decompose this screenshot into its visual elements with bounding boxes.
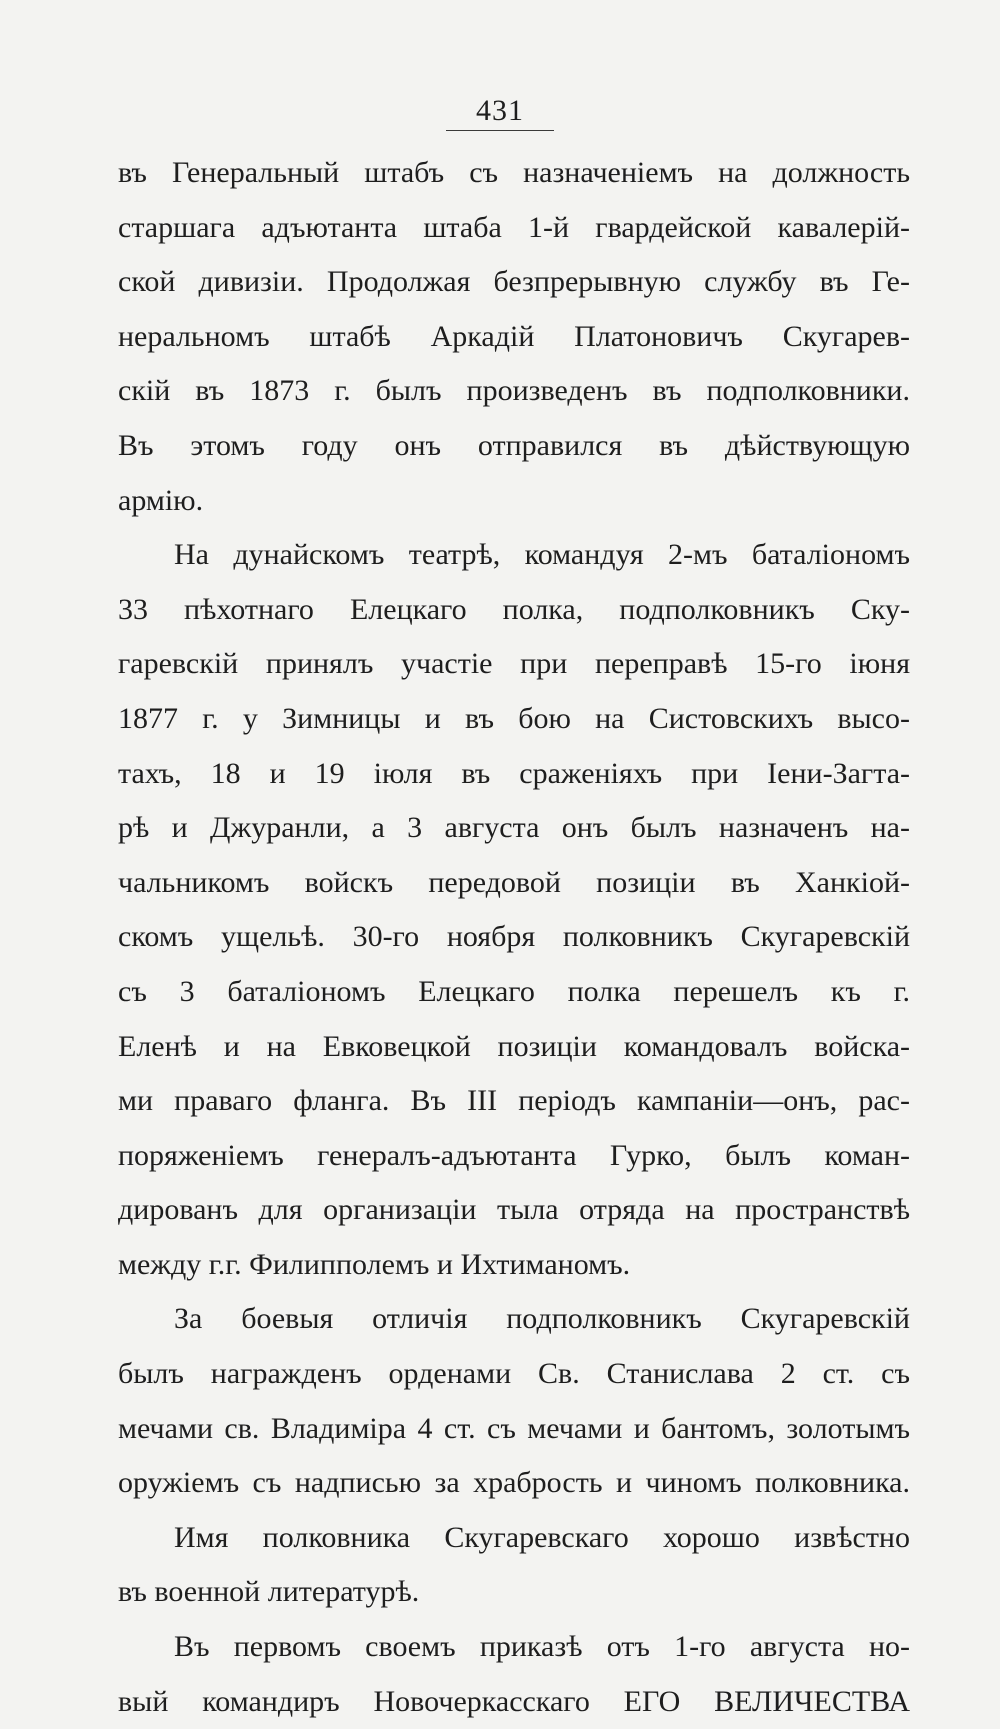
- text-line: въ военной литературѣ.: [118, 1575, 420, 1609]
- text-line: Въ этомъ году онъ отправился въ дѣйствующую: [118, 428, 910, 462]
- text-line: дированъ для организацiи тыла отряда на пространствѣ: [118, 1193, 910, 1227]
- text-line: рѣ и Джуранли, а 3 августа онъ былъ назначенъ на-: [118, 811, 910, 845]
- text-line: между г.г. Филипполемъ и Ихтиманомъ.: [118, 1247, 631, 1281]
- text-line: Въ первомъ своемъ приказѣ отъ 1-го августа но-: [174, 1630, 910, 1664]
- text-line: ми праваго фланга. Въ III перiодъ кампанiи—онъ, рас-: [118, 1084, 910, 1118]
- text-line: Еленѣ и на Евковецкой позицiи командовалъ войска-: [118, 1029, 910, 1063]
- text-line: вый командиръ Новочеркасскаго ЕГО ВЕЛИЧЕСТВА: [118, 1684, 910, 1718]
- text-line: 33 пѣхотнаго Елецкаго полка, подполковникъ Ску-: [118, 592, 910, 626]
- page-number: 431: [446, 94, 554, 131]
- text-line: скомъ ущельѣ. 30-го ноября полковникъ Скугаревскiй: [118, 920, 910, 954]
- text-line: неральномъ штабѣ Аркадiй Платоновичъ Скугарев-: [118, 319, 910, 353]
- text-line: оружiемъ съ надписью за храбрость и чиномъ полковника.: [118, 1466, 910, 1500]
- text-line: Имя полковника Скугаревскаго хорошо извѣстно: [174, 1520, 910, 1554]
- text-line: съ 3 баталiономъ Елецкаго полка перешелъ къ г.: [118, 974, 910, 1008]
- body-text: [118, 146, 910, 1729]
- text-line: На дунайскомъ театрѣ, командуя 2-мъ баталiономъ: [174, 538, 910, 572]
- text-line: гаревскiй принялъ участiе при переправѣ 15-го iюня: [118, 647, 910, 681]
- text-line: въ Генеральный штабъ съ назначенiемъ на должность: [118, 156, 910, 189]
- text-line: поряженiемъ генералъ-адъютанта Гурко, былъ коман-: [118, 1138, 910, 1172]
- text-line: старшага адъютанта штаба 1-й гвардейской кавалерiй-: [118, 210, 910, 244]
- text-line: мечами св. Владимiра 4 ст. съ мечами и бантомъ, золотымъ: [118, 1411, 910, 1445]
- text-line: армiю.: [118, 483, 204, 517]
- text-line: былъ награжденъ орденами Св. Станислава 2 ст. съ: [118, 1357, 910, 1391]
- text-line: За боевыя отличiя подполковникъ Скугаревскiй: [174, 1302, 910, 1336]
- text-line: чальникомъ войскъ передовой позицiи въ Ханкiой-: [118, 865, 910, 899]
- text-line: тахъ, 18 и 19 iюля въ сраженiяхъ при Iени-Загта-: [118, 756, 910, 790]
- text-line: ской дивизiи. Продолжая безпрерывную службу въ Ге-: [118, 265, 910, 299]
- text-line: 1877 г. у Зимницы и въ бою на Систовскихъ высо-: [118, 701, 910, 735]
- page-header: [0, 94, 1000, 131]
- text-line: скiй въ 1873 г. былъ произведенъ въ подполковники.: [118, 374, 910, 408]
